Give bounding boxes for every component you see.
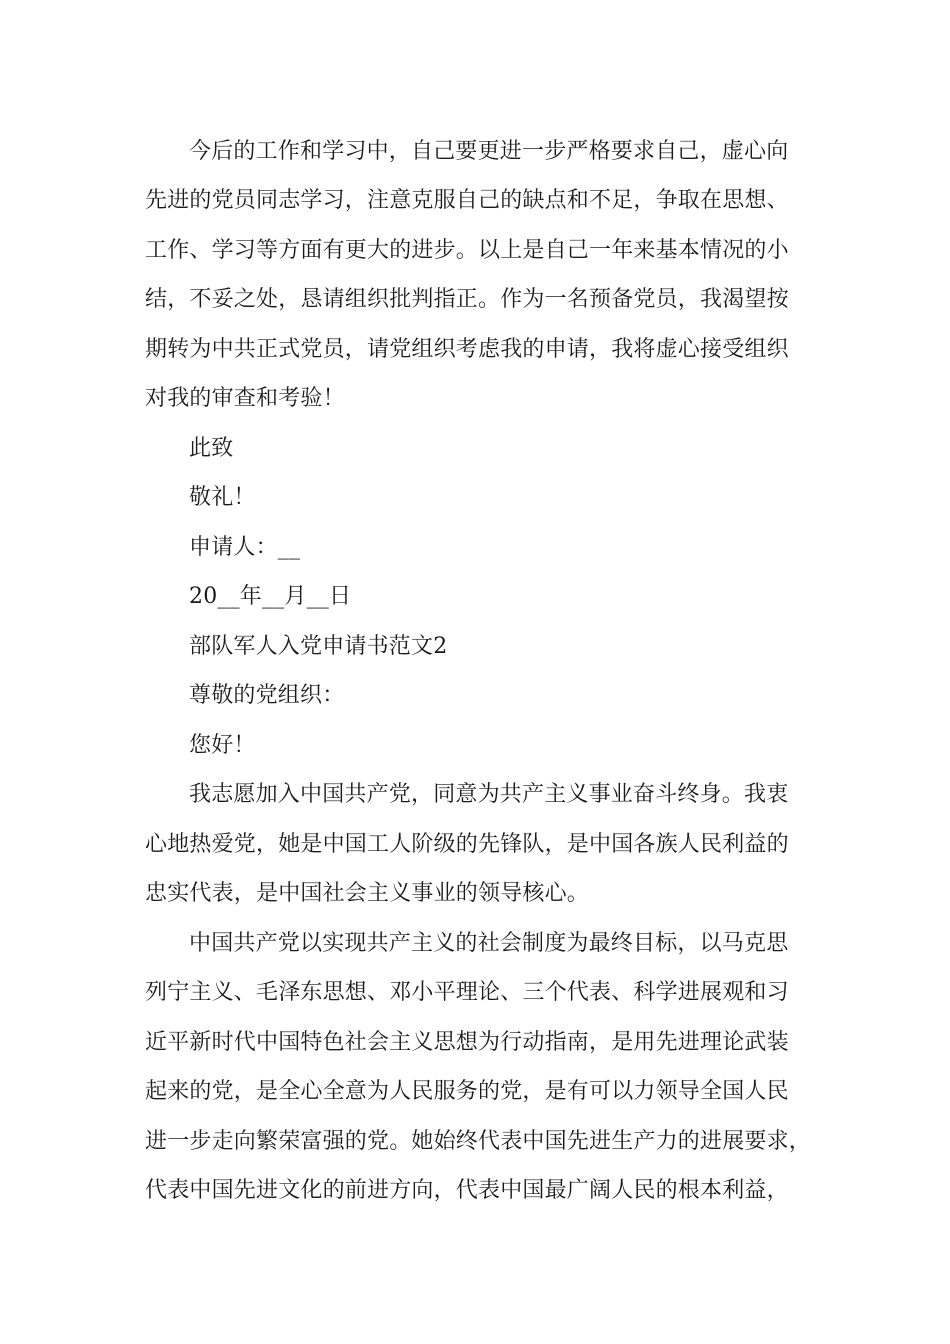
- paragraph-line: 对我的审查和考验！: [145, 386, 345, 411]
- greeting: 您好！: [189, 733, 256, 758]
- paragraph-line: 工作、学习等方面有更大的进步。以上是自己一年来基本情况的小: [145, 238, 789, 263]
- section-title: 部队军人入党申请书范文2: [189, 634, 448, 659]
- date-line: 20__年__月__日: [189, 584, 352, 609]
- paragraph-line: 忠实代表，是中国社会主义事业的领导核心。: [145, 881, 590, 906]
- paragraph-line: 近平新时代中国特色社会主义思想为行动指南，是用先进理论武装: [145, 1030, 789, 1055]
- paragraph-line: 代表中国先进文化的前进方向，代表中国最广阔人民的根本利益，: [145, 1178, 789, 1203]
- paragraph-line: 期转为中共正式党员，请党组织考虑我的申请，我将虚心接受组织: [145, 337, 789, 362]
- paragraph-line: 结，不妥之处，恳请组织批判指正。作为一名预备党员，我渴望按: [145, 287, 789, 312]
- paragraph-line: 今后的工作和学习中，自己要更进一步严格要求自己，虚心向: [189, 139, 789, 164]
- closing-regards: 敬礼！: [189, 485, 256, 510]
- paragraph-line: 先进的党员同志学习，注意克服自己的缺点和不足，争取在思想、: [145, 188, 789, 213]
- paragraph-line: 我志愿加入中国共产党，同意为共产主义事业奋斗终身。我衷: [189, 782, 789, 807]
- greeting-recipient: 尊敬的党组织：: [189, 683, 345, 708]
- closing-salutation: 此致: [189, 436, 234, 461]
- paragraph-line: 列宁主义、毛泽东思想、邓小平理论、三个代表、科学进展观和习: [145, 980, 789, 1005]
- applicant-signature: 申请人：__: [189, 535, 301, 560]
- paragraph-line: 进一步走向繁荣富强的党。她始终代表中国先进生产力的进展要求，: [145, 1129, 812, 1154]
- paragraph-line: 心地热爱党，她是中国工人阶级的先锋队，是中国各族人民利益的: [145, 832, 789, 857]
- paragraph-line: 中国共产党以实现共产主义的社会制度为最终目标，以马克思: [189, 931, 789, 956]
- paragraph-line: 起来的党，是全心全意为人民服务的党，是有可以力领导全国人民: [145, 1079, 789, 1104]
